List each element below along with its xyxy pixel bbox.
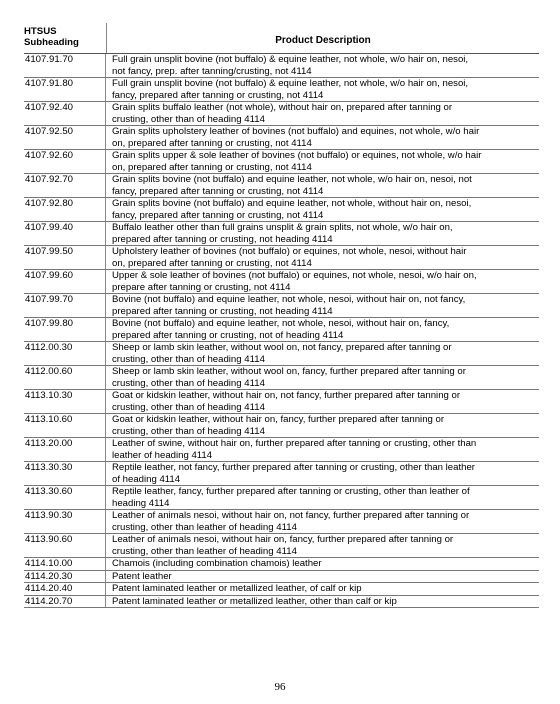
product-description: Goat or kidskin leather, without hair on, not fancy, further prepared after tanning or crusting, other than of heading 4114 bbox=[112, 390, 461, 413]
table-row bbox=[24, 270, 539, 294]
page-number: 96 bbox=[274, 681, 286, 693]
table-row bbox=[24, 78, 539, 102]
subheading-code: 4114.20.40 bbox=[24, 583, 106, 595]
subheading-code: 4112.00.30 bbox=[24, 342, 106, 365]
header-htsus-subheading: HTSUS Subheading bbox=[24, 23, 107, 53]
subheading-code: 4113.90.60 bbox=[24, 534, 106, 557]
subheading-code: 4113.90.30 bbox=[24, 510, 106, 533]
product-description: Goat or kidskin leather, without hair on, fancy, further prepared after tanning or crusting, other than of heading 4114 bbox=[112, 414, 445, 437]
product-description: Patent laminated leather or metallized leather, other than calf or kip bbox=[112, 595, 397, 607]
table-row bbox=[24, 486, 539, 510]
subheading-code: 4112.00.60 bbox=[24, 366, 106, 389]
table-row bbox=[24, 462, 539, 486]
subheading-code: 4113.10.60 bbox=[24, 414, 106, 437]
table-row bbox=[24, 126, 539, 150]
subheading-code: 4113.10.30 bbox=[24, 390, 106, 413]
subheading-code: 4107.92.80 bbox=[24, 198, 106, 221]
product-description: Patent leather bbox=[112, 570, 172, 582]
table-row bbox=[24, 390, 539, 414]
table-body bbox=[24, 54, 539, 608]
product-description: Patent laminated leather or metallized leather, of calf or kip bbox=[112, 583, 362, 594]
subheading-code: 4113.30.60 bbox=[24, 486, 106, 509]
table-row bbox=[24, 596, 539, 609]
product-description: Grain splits bovine (not buffalo) and equine leather, not whole, w/o hair on, nesoi, not fancy, prepared after tanning or crusting, not 4114 bbox=[112, 174, 472, 197]
subheading-code: 4107.99.70 bbox=[24, 294, 106, 317]
product-description: Grain splits upper & sole leather of bovines (not buffalo) or equines, not whole, w/o hair on, prepared after tanning or crusting, not 4114 bbox=[112, 150, 482, 173]
table-row bbox=[24, 246, 539, 270]
table-row bbox=[24, 510, 539, 534]
table-row bbox=[24, 558, 539, 571]
product-description: Buffalo leather other than full grains unsplit & grain splits, not whole, w/o hair on, prepared after tanning or crusting, not heading 4114 bbox=[112, 222, 453, 245]
product-description: Reptile leather, fancy, further prepared after tanning or crusting, other than leather of heading 4114 bbox=[112, 486, 470, 509]
table-row bbox=[24, 102, 539, 126]
table-row bbox=[24, 222, 539, 246]
subheading-code: 4107.99.60 bbox=[24, 270, 106, 293]
product-description: Upholstery leather of bovines (not buffalo) or equines, not whole, nesoi, without hair on, prepared after tanning or crusting, not 4114 bbox=[112, 246, 467, 269]
subheading-code: 4113.30.30 bbox=[24, 462, 106, 485]
table-header bbox=[24, 23, 539, 54]
table-row bbox=[24, 342, 539, 366]
table-row bbox=[24, 54, 539, 78]
product-description: Bovine (not buffalo) and equine leather, not whole, nesoi, without hair on, not fancy, prepared after tanning or crusting, not heading 4114 bbox=[112, 294, 466, 317]
table-row bbox=[24, 174, 539, 198]
product-description: Full grain unsplit bovine (not buffalo) & equine leather, not whole, w/o hair on, nesoi, fancy, prepared after tanning or crusting, not 4114 bbox=[112, 78, 469, 101]
product-description: Full grain unsplit bovine (not buffalo) & equine leather, not whole, w/o hair on, nesoi, not fancy, prep. after tanning/crusting, not 4114 bbox=[112, 54, 469, 77]
table-row bbox=[24, 534, 539, 558]
subheading-code: 4107.91.70 bbox=[24, 54, 106, 77]
table-row bbox=[24, 366, 539, 390]
subheading-code: 4107.92.60 bbox=[24, 150, 106, 173]
table-row bbox=[24, 150, 539, 174]
product-description: Grain splits upholstery leather of bovines (not buffalo) and equines, not whole, w/o hair on, prepared after tanning or crusting, not 4114 bbox=[112, 126, 480, 149]
subheading-code: 4114.20.30 bbox=[24, 571, 106, 583]
product-description: Chamois (including combination chamois) leather bbox=[112, 558, 322, 569]
table-row bbox=[24, 294, 539, 318]
subheading-code: 4107.92.50 bbox=[24, 126, 106, 149]
product-description: Bovine (not buffalo) and equine leather, not whole, nesoi, without hair on, fancy, prepared after tanning or crusting, not of heading 4114 bbox=[112, 318, 450, 341]
product-description: Upper & sole leather of bovines (not buffalo) or equines, not whole, nesoi, w/o hair on, prepare after tanning or crusting, not 4114 bbox=[112, 270, 477, 293]
header-product-description: Product Description bbox=[275, 34, 371, 46]
subheading-code: 4107.91.80 bbox=[24, 78, 106, 101]
subheading-code: 4114.10.00 bbox=[24, 558, 106, 570]
table-row bbox=[24, 414, 539, 438]
product-description: Sheep or lamb skin leather, without wool on, not fancy, prepared after tanning or crusting, other than of heading 4114 bbox=[112, 342, 452, 365]
product-description: Leather of animals nesoi, without hair on, not fancy, further prepared after tanning or crusting, other than leather of heading 4114 bbox=[112, 510, 470, 533]
product-description: Grain splits bovine (not buffalo) and equine leather, not whole, without hair on, nesoi, fancy, prepared after tanning or crusting, not 4114 bbox=[112, 198, 472, 221]
product-description: Sheep or lamb skin leather, without wool on, fancy, further prepared after tanning or crusting, other than of heading 4114 bbox=[112, 366, 466, 389]
table-row bbox=[24, 583, 539, 596]
subheading-code: 4107.92.70 bbox=[24, 174, 106, 197]
table-row bbox=[24, 438, 539, 462]
product-description: Leather of swine, without hair on, further prepared after tanning or crusting, other than leather of heading 4114 bbox=[112, 438, 477, 461]
subheading-code: 4107.99.80 bbox=[24, 318, 106, 341]
tariff-table bbox=[24, 23, 539, 608]
subheading-code: 4113.20.00 bbox=[24, 438, 106, 461]
subheading-code: 4114.20.70 bbox=[24, 596, 106, 608]
table-row bbox=[24, 318, 539, 342]
product-description: Grain splits buffalo leather (not whole), without hair on, prepared after tanning or crusting, other than of heading 4114 bbox=[112, 102, 453, 125]
product-description: Leather of animals nesoi, without hair on, fancy, further prepared after tanning or crusting, other than leather of heading 4114 bbox=[112, 534, 454, 557]
product-description: Reptile leather, not fancy, further prepared after tanning or crusting, other than leather of heading 4114 bbox=[112, 462, 476, 485]
subheading-code: 4107.99.50 bbox=[24, 246, 106, 269]
subheading-code: 4107.92.40 bbox=[24, 102, 106, 125]
table-row bbox=[24, 198, 539, 222]
table-row bbox=[24, 571, 539, 584]
subheading-code: 4107.99.40 bbox=[24, 222, 106, 245]
